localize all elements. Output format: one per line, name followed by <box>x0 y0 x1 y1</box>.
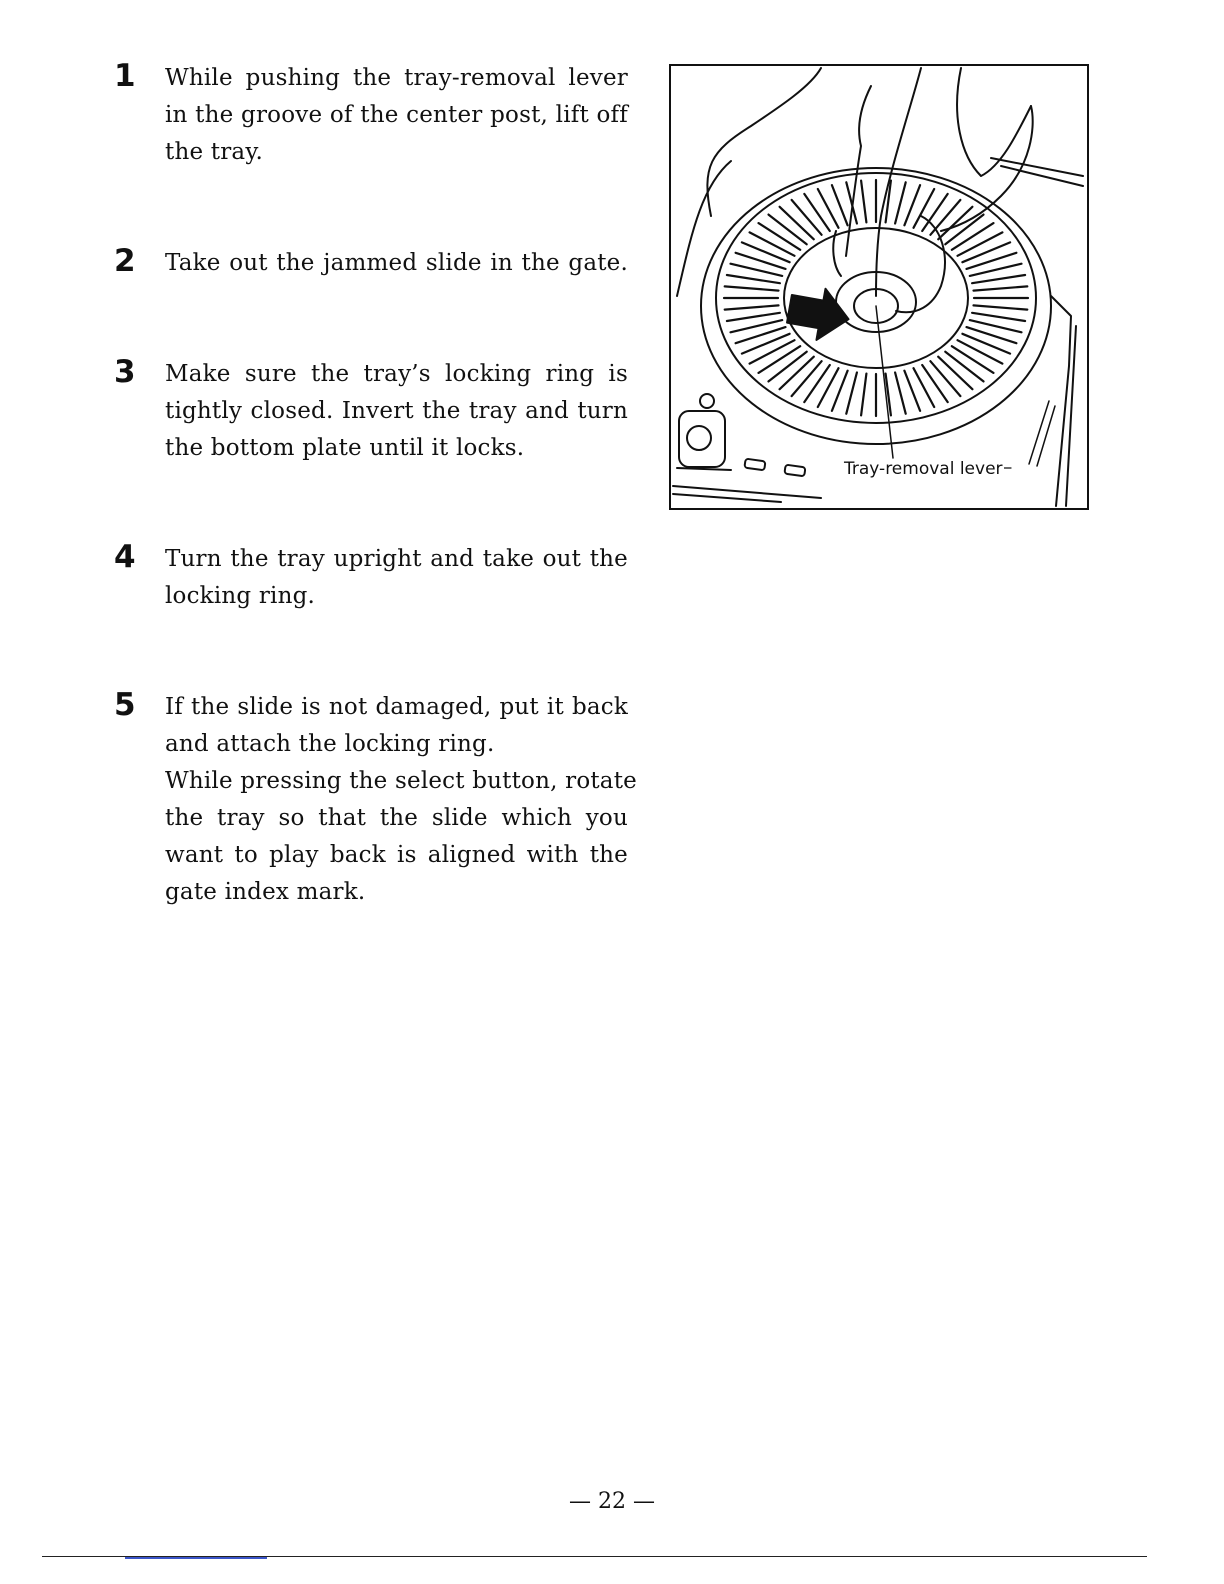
slide-slot <box>974 305 1028 309</box>
step-line: want to play back is aligned with the <box>165 842 628 868</box>
slide-slot <box>792 200 822 235</box>
step-line: Turn the tray upright and take out the <box>165 546 628 572</box>
slide-slot <box>972 313 1025 321</box>
slide-slot <box>804 194 830 231</box>
step-text <box>165 245 628 282</box>
slide-slot <box>727 313 780 321</box>
slide-slot <box>974 286 1028 290</box>
step-number: 4 <box>114 539 136 575</box>
step-line: in the groove of the center post, lift off <box>165 102 628 128</box>
slide-slot <box>930 361 960 396</box>
step-line: the bottom plate until it locks. <box>165 435 525 461</box>
step-line: tightly closed. Invert the tray and turn <box>165 398 628 424</box>
step-line: While pushing the tray-removal lever <box>165 65 628 91</box>
step-line: the tray. <box>165 139 263 165</box>
slide-slot <box>846 373 857 414</box>
step-number: 2 <box>114 243 136 279</box>
slide-slot <box>938 357 972 390</box>
step-line: the tray so that the slide which you <box>165 805 628 831</box>
step-number: 3 <box>114 354 136 390</box>
slide-slot <box>945 352 983 382</box>
slide-slot <box>742 242 790 262</box>
step-text <box>165 689 637 911</box>
slide-slot <box>759 346 801 373</box>
slide-slot <box>952 223 994 250</box>
slide-slot <box>725 286 779 290</box>
slide-slot <box>804 365 830 402</box>
slide-slot <box>750 232 795 255</box>
step-text <box>165 541 628 615</box>
step-text <box>165 356 628 467</box>
step-line: Make sure the tray’s locking ring is <box>165 361 628 387</box>
step-number: 5 <box>114 687 136 723</box>
slide-slot <box>958 340 1003 363</box>
slide-slot <box>895 373 906 414</box>
slide-slot <box>895 182 906 223</box>
step-line: gate index mark. <box>165 879 366 905</box>
step-line: If the slide is not damaged, put it back <box>165 694 628 720</box>
slide-slot <box>922 194 948 231</box>
slide-slot <box>958 232 1003 255</box>
slide-slot <box>945 215 983 245</box>
slide-slot <box>780 207 814 240</box>
slide-slot <box>922 365 948 402</box>
tray-removal-illustration <box>669 64 1089 510</box>
slide-slot <box>742 334 790 354</box>
slide-slot <box>727 275 780 283</box>
step-line: and attach the locking ring. <box>165 731 495 757</box>
step-line: While pressing the select button, rotate <box>165 768 637 794</box>
footer-accent-line <box>125 1557 267 1559</box>
slide-slot <box>962 334 1010 354</box>
slide-slot <box>792 361 822 396</box>
slide-slot <box>769 215 807 245</box>
slide-slot <box>952 346 994 373</box>
slide-slot <box>861 374 866 416</box>
slide-slot <box>725 305 779 309</box>
slide-slot <box>750 340 795 363</box>
page-number: — 22 — <box>569 1489 655 1514</box>
step-text <box>165 60 628 171</box>
slide-slot <box>780 357 814 390</box>
slide-slot <box>769 352 807 382</box>
step-number: 1 <box>114 58 136 94</box>
slide-slot <box>972 275 1025 283</box>
step-line: Take out the jammed slide in the gate. <box>165 250 628 276</box>
slide-slot <box>861 181 866 223</box>
slide-slot <box>962 242 1010 262</box>
projector-tray-drawing <box>671 66 1087 508</box>
step-line: locking ring. <box>165 583 316 609</box>
slide-slot <box>938 207 972 240</box>
slide-slot <box>759 223 801 250</box>
tray-removal-lever-label: Tray-removal lever <box>844 459 1003 479</box>
